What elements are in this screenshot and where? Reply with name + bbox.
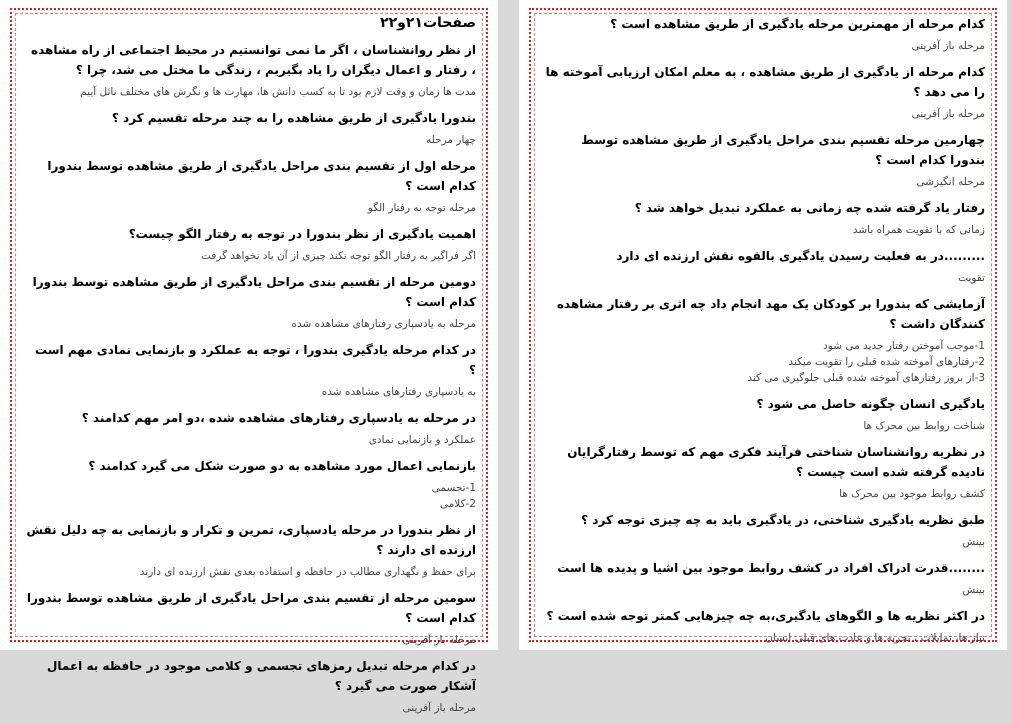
question-text: ........قدرت ادراک افراد در کشف روابط موجود بین اشیا و پدیده ها است (557, 561, 985, 575)
answer-block (24, 200, 476, 216)
qa-item (24, 272, 476, 332)
question-text: در مرحله به یادسپاری رفتارهای مشاهده شده ،دو امر مهم کدامند ؟ (81, 411, 476, 425)
qa-item (24, 408, 476, 448)
answer-text: عملکرد و بازنمایی نمادی (368, 434, 476, 446)
answer-block (24, 564, 476, 580)
answer-text: چهار مرحله (426, 134, 476, 146)
answer-text: بینش (962, 584, 985, 596)
answer-block (24, 132, 476, 148)
question-text: بازنمایی اعمال مورد مشاهده به دو صورت شکل می گیرد کدامند ؟ (88, 459, 476, 473)
question-text: در کدام مرحله تبدیل رمزهای تجسمی و کلامی موجود در حافظه به اعمال آشکار صورت می گیرد ؟ (47, 659, 476, 693)
answer-text: 3-از بروز رفتارهای آموخته شده قبلی جلوگیری می کند (747, 372, 985, 384)
answer-block (543, 630, 985, 646)
answer-block (543, 486, 985, 502)
answer-block (24, 700, 476, 716)
answer-block (24, 432, 476, 448)
answer-text: تقویت (958, 272, 985, 284)
answer-text: بینش (962, 536, 985, 548)
qa-item (24, 156, 476, 216)
question-text: چهارمین مرحله تقسیم بندی مراحل یادگیری از طریق مشاهده توسط بندورا کدام است ؟ (581, 133, 985, 167)
answer-block (24, 480, 476, 512)
answer-text: مرحله باز آفرینی (402, 702, 476, 714)
answer-block (543, 38, 985, 54)
answer-block (543, 418, 985, 434)
question-text: در کدام مرحله یادگیری بندورا ، توجه به عملکرد و بازنمایی نمادی مهم است ؟ (35, 343, 476, 377)
qa-item (24, 456, 476, 512)
qa-item (543, 606, 985, 646)
qa-item (24, 520, 476, 580)
answer-block (543, 174, 985, 190)
question-text: بندورا یادگیری از طریق مشاهده را به چند مرحله تقسیم کرد ؟ (111, 111, 476, 125)
answer-block (543, 270, 985, 286)
answer-block (543, 106, 985, 122)
question-text: یادگیری انسان چگونه حاصل می شود ؟ (756, 397, 985, 411)
answer-text: به یادسپاری رفتارهای مشاهده شده (321, 386, 476, 398)
answer-text: مرحله انگیزشی (916, 176, 985, 188)
qa-item (543, 14, 985, 54)
answer-block (24, 84, 476, 100)
answer-block (543, 582, 985, 598)
answer-text: 2-رفتارهای آموخته شده قبلی را تقویت میکند (788, 356, 985, 368)
qa-item (24, 108, 476, 148)
qa-item (24, 224, 476, 264)
left-page-content (24, 14, 476, 724)
qa-item (543, 198, 985, 238)
question-text: رفتار یاد گرفته شده چه زمانی به عملکرد تبدیل خواهد شد ؟ (634, 201, 985, 215)
qa-item (24, 340, 476, 400)
qa-item (543, 62, 985, 122)
answer-block (543, 222, 985, 238)
answer-block (24, 248, 476, 264)
qa-item (543, 510, 985, 550)
answer-text: مرحله توجه به رفتار الگو (367, 202, 476, 214)
answer-block (24, 316, 476, 332)
question-text: آزمایشی که بندورا بر کودکان یک مهد انجام داد چه اثری بر رفتار مشاهده کنندگان داشت ؟ (556, 297, 985, 331)
question-text: .........در به فعلیت رسیدن یادگیری بالقوه نقش ارزنده ای دارد (616, 249, 985, 263)
answer-text: 1-موجب آموختن رفتار جدید می شود (823, 340, 985, 352)
answer-text: 1-تجسمی (431, 482, 476, 494)
answer-text: 2-کلامی (439, 498, 476, 510)
qa-item (543, 246, 985, 286)
question-text: از نظر روانشناسان ، اگر ما نمی توانستیم در محیط اجتماعی از راه مشاهده ، رفتار و اعمال دیگران را یاد بگیریم ، زندگی ما مختل می شد، چرا ؟ (30, 43, 476, 77)
question-text: مرحله اول از تقسیم بندی مراحل یادگیری از طریق مشاهده توسط بندورا کدام است ؟ (47, 159, 476, 193)
answer-block (543, 534, 985, 550)
question-text: دومین مرحله از تقسیم بندی مراحل یادگیری از طریق مشاهده توسط بندورا کدام است ؟ (32, 275, 476, 309)
qa-item (24, 40, 476, 100)
answer-text: مرحله باز آفرینی (911, 40, 985, 52)
qa-item (543, 130, 985, 190)
answer-block (24, 384, 476, 400)
answer-text: مرحله باز آفرینی (402, 634, 476, 646)
answer-text: مرحله به یادسپاری رفتارهای مشاهده شده (291, 318, 476, 330)
right-page (519, 0, 1007, 650)
qa-item (543, 442, 985, 502)
qa-item (543, 294, 985, 386)
question-text: در نظریه روانشناسان شناختی فرآیند فکری مهم که توسط رفتارگرایان نادیده گرفته شده است چیست ؟ (567, 445, 985, 479)
answer-text: اگر فراگیر به رفتار الگو توجه نکند چیزی از آن یاد نخواهد گرفت (200, 250, 476, 262)
answer-text: نیاز ها، تمایلات ، تجربه ها و عادت های قبلی انسان (765, 632, 985, 644)
answer-text: کشف روابط موجود بین محرک ها (839, 488, 985, 500)
question-text: کدام مرحله از یادگیری از طریق مشاهده ، به معلم امکان ارزیابی آموخته ها را می دهد ؟ (545, 65, 985, 99)
question-text: در اکثر نظریه ها و الگوهای یادگیری،به چه چیزهایی کمتر توجه شده است ؟ (546, 609, 985, 623)
qa-item (543, 558, 985, 598)
qa-item (24, 656, 476, 716)
answer-block (24, 632, 476, 648)
page-heading: صفحات۲۱و۲۲ (380, 15, 476, 31)
answer-block (543, 338, 985, 386)
question-text: طبق نظریه یادگیری شناختی، در یادگیری باید به چه چیزی توجه کرد ؟ (581, 513, 985, 527)
answer-text: زمانی که با تقویت همراه باشد (852, 224, 985, 236)
answer-text: شناخت روابط بین محرک ها (863, 420, 985, 432)
question-text: کدام مرحله از مهمترین مرحله یادگیری از طریق مشاهده است ؟ (610, 17, 985, 31)
qa-item (543, 394, 985, 434)
question-text: از نظر بندورا در مرحله یادسپاری، تمرین و تکرار و بازنمایی به چه دلیل نقش ارزنده ای دارند ؟ (26, 523, 476, 557)
right-page-content (543, 14, 985, 654)
qa-item (24, 588, 476, 648)
answer-text: مرحله باز آفرینی (911, 108, 985, 120)
left-page (0, 0, 498, 714)
question-text: اهمیت یادگیری از نظر بندورا در توجه به رفتار الگو چیست؟ (128, 227, 476, 241)
answer-text: برای حفظ و نگهداری مطالب در حافظه و استفاده بعدی نقش ارزنده ای دارند (139, 566, 476, 578)
answer-text: مدت ها زمان و وقت لازم بود تا به کسب دانش ها، مهارت ها و نگرش های مختلف نائل آییم (80, 86, 476, 98)
question-text: سومین مرحله از تقسیم بندی مراحل یادگیری از طریق مشاهده توسط بندورا کدام است ؟ (26, 591, 476, 625)
